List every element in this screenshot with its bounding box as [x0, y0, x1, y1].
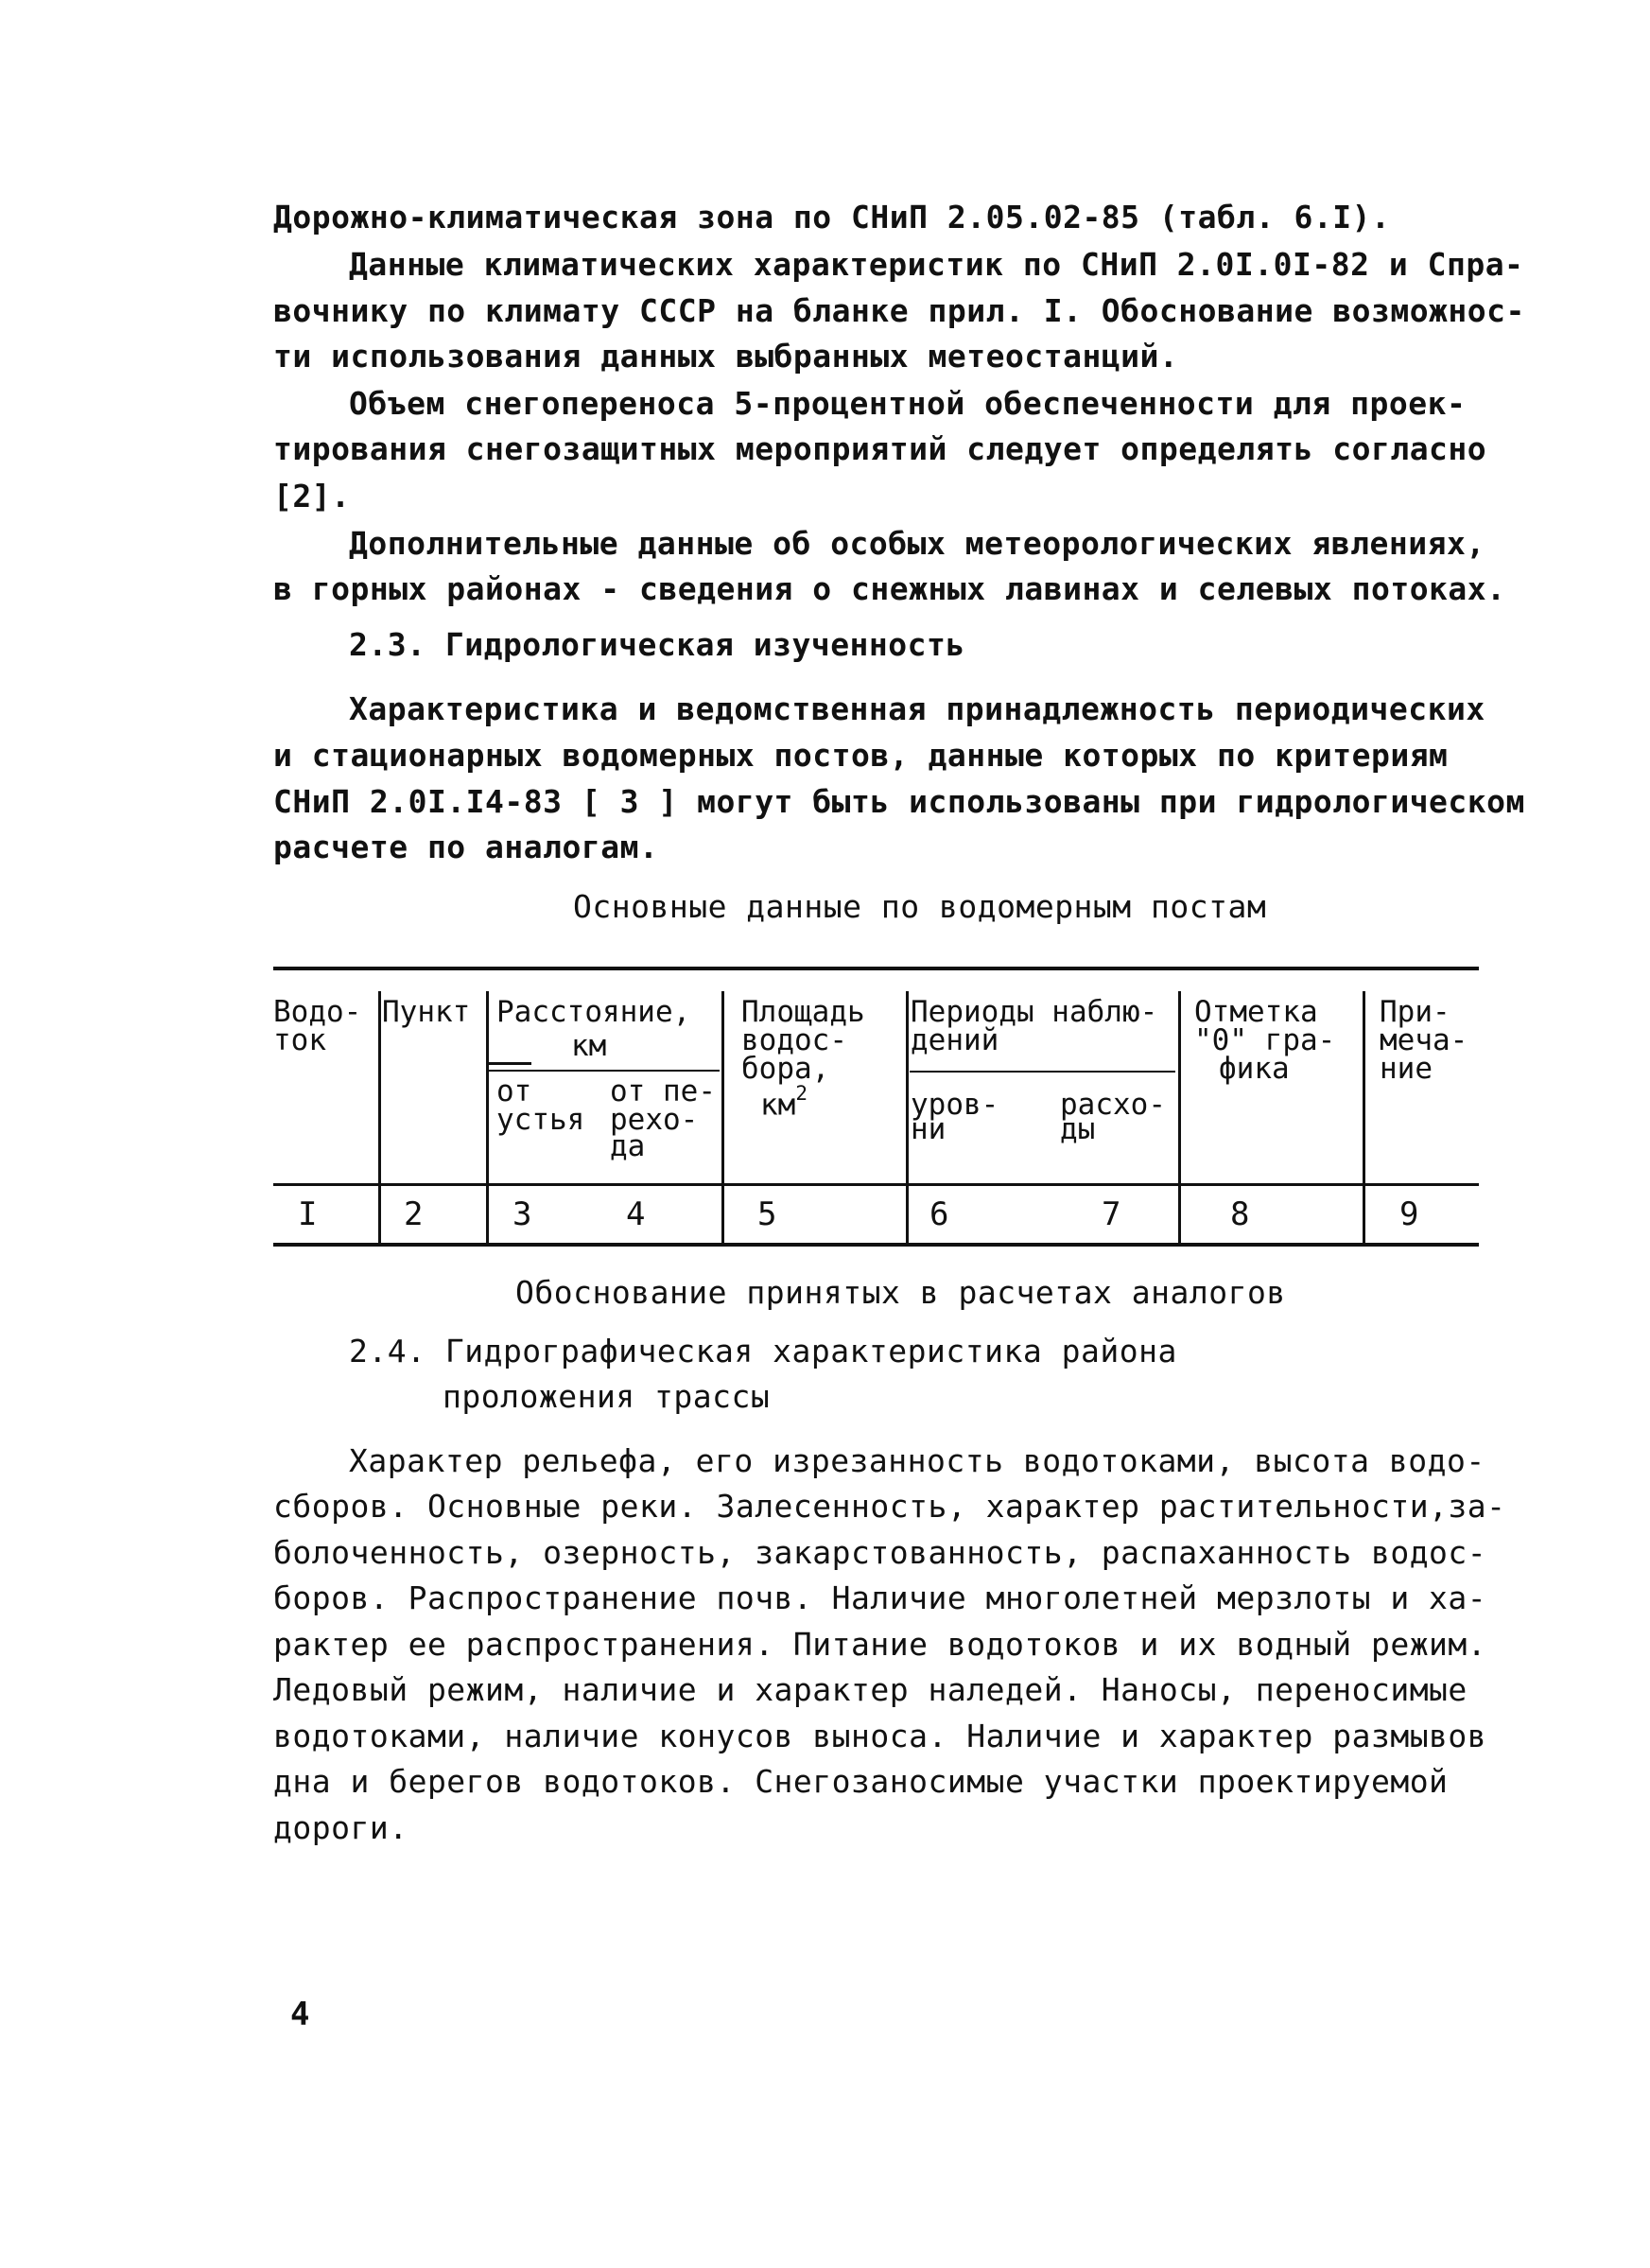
col-divider-5: [1178, 991, 1181, 1244]
hydro-posts-line-4: расчете по аналогам.: [273, 829, 659, 865]
header-periody-1: Периоды наблю-: [911, 995, 1158, 1029]
col-number-3: 3: [512, 1195, 532, 1233]
col-divider-3: [721, 991, 724, 1244]
relief-line-6: Ледовый режим, наличие и характер наледей. Наносы, переносимые: [273, 1671, 1468, 1708]
header-ot-ustya-2: устья: [496, 1103, 585, 1137]
relief-line-1: Характер рельефа, его изрезанность водотоками, высота водо-: [349, 1442, 1485, 1479]
gauging-posts-table: [273, 967, 1479, 1255]
col-number-4: 4: [626, 1195, 646, 1233]
relief-line-7: водотоками, наличие конусов выноса. Наличие и характер размывов: [273, 1718, 1487, 1754]
header-ot-ustya-1: от: [496, 1074, 532, 1108]
header-vodotok-2: ток: [273, 1023, 326, 1057]
section-2-3-heading: 2.3. Гидрологическая изученность: [349, 626, 965, 663]
col-divider-4: [906, 991, 909, 1244]
ploshad-unit-exponent: 2: [795, 1082, 808, 1105]
header-ploshad-unit: [760, 1082, 808, 1123]
relief-line-2: сборов. Основные реки. Залесенность, характер растительности,за-: [273, 1488, 1506, 1525]
relief-line-4: боров. Распространение почв. Наличие многолетней мерзлоты и ха-: [273, 1579, 1487, 1616]
snow-transfer-line-1: Объем снегопереноса 5-процентной обеспеченности для проек-: [349, 385, 1467, 422]
climate-zone-line: Дорожно-климатическая зона по СНиП 2.05.02-85 (табл. 6.I).: [273, 199, 1391, 236]
rasst-sub-underline: [486, 1062, 531, 1065]
section-2-4-heading-line-1: 2.4. Гидрографическая характеристика района: [349, 1333, 1177, 1370]
header-punkt: Пункт: [382, 995, 471, 1029]
snow-transfer-line-3: [2].: [273, 478, 351, 515]
meteo-extra-line-2: в горных районах - сведения о снежных лавинах и селевых потоках.: [273, 570, 1506, 607]
header-ot-perehoda-1: от пе-: [610, 1074, 716, 1108]
col-number-1: I: [298, 1195, 318, 1233]
relief-line-3: болоченность, озерность, закарстованность, распаханность водос-: [273, 1534, 1487, 1571]
header-ploshad-2: водос-: [741, 1023, 847, 1057]
hydro-posts-line-1: Характеристика и ведомственная принадлежность периодических: [349, 690, 1485, 727]
section-2-4-heading-line-2: проложения трассы: [443, 1378, 771, 1415]
col-number-7: 7: [1102, 1195, 1121, 1233]
relief-line-8: дна и берегов водотоков. Снегозаносимые участки проектируемой: [273, 1763, 1449, 1800]
page-number: 4: [290, 1996, 310, 2033]
header-primechanie-2: меча-: [1380, 1023, 1468, 1057]
periody-divider: [910, 1071, 1175, 1073]
ploshad-unit-text: км: [760, 1088, 796, 1123]
col-number-9: 9: [1399, 1195, 1419, 1233]
col-number-5: 5: [757, 1195, 777, 1233]
relief-line-5: рактер ее распространения. Питание водотоков и их водный режим.: [273, 1626, 1487, 1663]
header-ot-perehoda-3: да: [610, 1129, 646, 1163]
col-number-8: 8: [1230, 1195, 1250, 1233]
relief-line-9: дороги.: [273, 1809, 408, 1846]
header-primechanie-1: При-: [1380, 995, 1450, 1029]
meteo-extra-line-1: Дополнительные данные об особых метеорологических явлениях,: [349, 525, 1485, 562]
header-rasstoyanie: Расстояние,: [496, 995, 691, 1029]
table-title: Основные данные по водомерным постам: [573, 888, 1267, 925]
rasst-divider: [487, 1070, 720, 1072]
col-divider-2: [486, 991, 489, 1244]
header-urovni-1: уров-: [911, 1088, 999, 1122]
header-periody-2: дений: [911, 1023, 999, 1057]
header-ploshad-3: бора,: [741, 1052, 830, 1086]
header-otmetka-1: Отметка: [1194, 995, 1318, 1029]
header-rashody-2: ды: [1060, 1112, 1096, 1146]
col-number-6: 6: [929, 1195, 949, 1233]
snow-transfer-line-2: тирования снегозащитных мероприятий следует определять согласно: [273, 430, 1487, 467]
col-number-2: 2: [404, 1195, 424, 1233]
hydro-posts-line-2: и стационарных водомерных постов, данные которых по критериям: [273, 737, 1449, 774]
header-rashody-1: расхо-: [1060, 1088, 1166, 1122]
col-divider-6: [1363, 991, 1365, 1244]
table-top-border: [273, 967, 1479, 970]
header-otmetka-3: фика: [1219, 1052, 1290, 1086]
col-divider-1: [378, 991, 381, 1244]
header-otmetka-2: "0" гра-: [1194, 1023, 1336, 1057]
header-rasstoyanie-unit: км: [571, 1029, 607, 1063]
table-bottom-border: [273, 1243, 1479, 1247]
header-primechanie-3: ние: [1380, 1052, 1433, 1086]
climate-data-line-2: вочнику по климату СССР на бланке прил. I. Обоснование возможнос-: [273, 292, 1525, 329]
header-vodotok-1: Водо-: [273, 995, 362, 1029]
header-ot-perehoda-2: рехо-: [610, 1103, 699, 1137]
climate-data-line-3: ти использования данных выбранных метеостанций.: [273, 338, 1179, 375]
header-bottom-border: [273, 1183, 1479, 1186]
header-ploshad-1: Площадь: [741, 995, 865, 1029]
hydro-posts-line-3: СНиП 2.0I.I4-83 [ 3 ] могут быть использованы при гидрологическом: [273, 783, 1525, 820]
climate-data-line-1: Данные климатических характеристик по СНиП 2.0I.0I-82 и Спра-: [349, 246, 1524, 283]
analog-justification-line: Обоснование принятых в расчетах аналогов: [515, 1274, 1286, 1311]
header-urovni-2: ни: [911, 1112, 947, 1146]
